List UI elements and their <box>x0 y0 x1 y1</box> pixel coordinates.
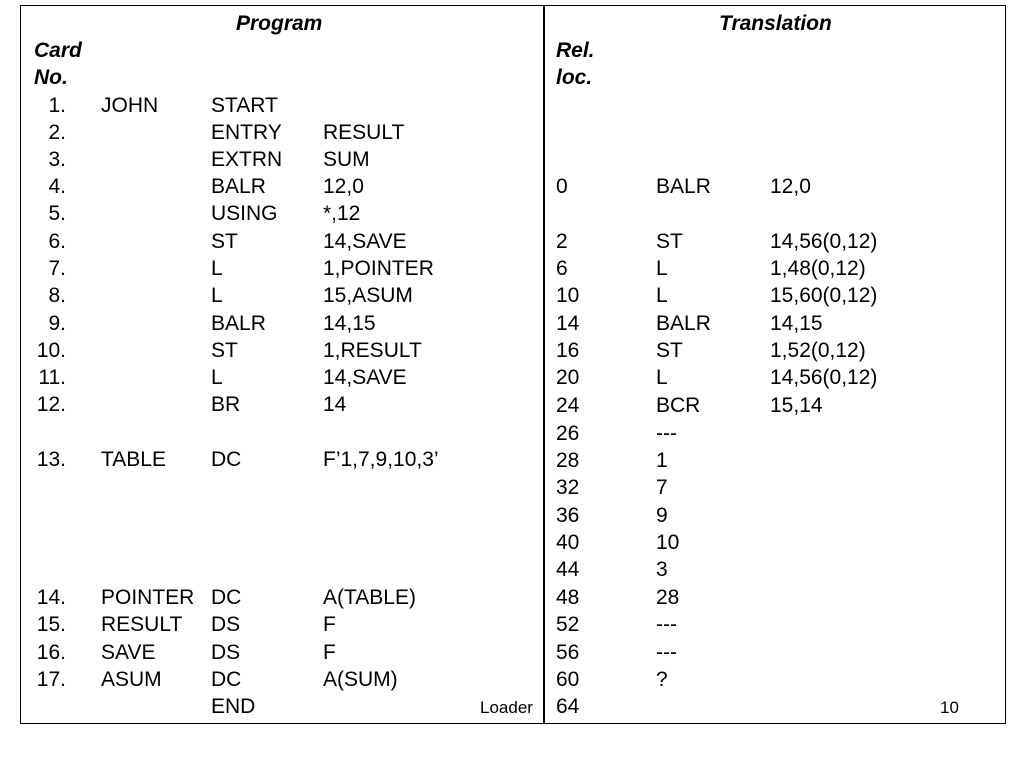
translation-row-17-opcode-field: --- <box>656 641 677 664</box>
program-row-11-opcode-field: L <box>211 366 223 389</box>
program-row-6-operand-field: 14,SAVE <box>323 230 407 253</box>
translation-row-1-opcode-field: BALR <box>656 175 711 198</box>
program-row-12-operand-field: 14 <box>323 393 347 416</box>
program-row-16-opcode-field: DS <box>211 641 241 664</box>
program-row-9-card-number: 9. <box>48 312 66 335</box>
program-row-6-card-number: 6. <box>48 230 66 253</box>
translation-row-12-rel-loc: 36 <box>556 504 580 527</box>
program-row-5-operand-field: *,12 <box>323 202 361 225</box>
loc-label: loc. <box>556 66 593 89</box>
program-heading: Program <box>236 12 323 35</box>
translation-row-6-rel-loc: 16 <box>556 339 580 362</box>
translation-row-11-rel-loc: 32 <box>556 476 580 499</box>
program-row-8-opcode-field: L <box>211 284 223 307</box>
program-row-7-card-number: 7. <box>48 257 66 280</box>
program-row-1-card-number: 1. <box>48 94 66 117</box>
program-row-7-opcode-field: L <box>211 257 223 280</box>
program-row-15-label-field: RESULT <box>101 613 183 636</box>
program-row-1-label-field: JOHN <box>101 94 159 117</box>
translation-row-10-opcode-field: 1 <box>656 449 668 472</box>
translation-row-15-opcode-field: 28 <box>656 586 680 609</box>
translation-row-7-opcode-field: L <box>656 366 668 389</box>
program-row-12-card-number: 12. <box>36 393 66 416</box>
program-row-15-operand-field: F <box>323 613 336 636</box>
translation-row-19-rel-loc: 64 <box>556 695 580 718</box>
card-label: Card <box>34 39 82 62</box>
program-row-18-opcode-field: END <box>211 695 256 718</box>
translation-row-18-opcode-field: ? <box>656 668 668 691</box>
program-row-12-opcode-field: BR <box>211 393 241 416</box>
translation-row-2-operand-field: 14,56(0,12) <box>770 230 878 253</box>
translation-row-6-opcode-field: ST <box>656 339 683 362</box>
rel-label: Rel. <box>556 39 595 62</box>
program-row-9-opcode-field: BALR <box>211 312 266 335</box>
translation-row-3-opcode-field: L <box>656 257 668 280</box>
program-row-6-opcode-field: ST <box>211 230 238 253</box>
program-row-8-operand-field: 15,ASUM <box>323 284 413 307</box>
translation-row-3-rel-loc: 6 <box>556 257 568 280</box>
program-row-4-opcode-field: BALR <box>211 175 266 198</box>
no-label: No. <box>34 66 68 89</box>
program-row-2-operand-field: RESULT <box>323 121 405 144</box>
footer-loader-text: Loader <box>480 698 533 717</box>
program-row-16-card-number: 16. <box>36 641 66 664</box>
translation-row-9-opcode-field: --- <box>656 422 677 445</box>
program-row-15-opcode-field: DS <box>211 613 241 636</box>
translation-row-8-rel-loc: 24 <box>556 394 580 417</box>
translation-row-15-rel-loc: 48 <box>556 586 580 609</box>
page-number: 10 <box>940 698 959 717</box>
program-row-5-opcode-field: USING <box>211 202 278 225</box>
program-row-8-card-number: 8. <box>48 284 66 307</box>
program-row-2-card-number: 2. <box>48 121 66 144</box>
translation-row-13-rel-loc: 40 <box>556 531 580 554</box>
program-row-3-card-number: 3. <box>48 148 66 171</box>
program-row-11-operand-field: 14,SAVE <box>323 366 407 389</box>
program-row-16-label-field: SAVE <box>101 641 156 664</box>
program-row-1-opcode-field: START <box>211 94 278 117</box>
translation-row-7-operand-field: 14,56(0,12) <box>770 366 878 389</box>
program-row-17-operand-field: A(SUM) <box>323 668 398 691</box>
translation-row-6-operand-field: 1,52(0,12) <box>770 339 866 362</box>
translation-row-11-opcode-field: 7 <box>656 476 668 499</box>
program-row-14-operand-field: A(TABLE) <box>323 586 416 609</box>
translation-row-14-rel-loc: 44 <box>556 558 580 581</box>
program-row-13-opcode-field: DC <box>211 448 242 471</box>
program-row-13-card-number: 13. <box>36 448 66 471</box>
translation-row-7-rel-loc: 20 <box>556 366 580 389</box>
program-row-10-card-number: 10. <box>36 339 66 362</box>
translation-row-16-rel-loc: 52 <box>556 613 580 636</box>
translation-row-9-rel-loc: 26 <box>556 422 580 445</box>
program-row-4-operand-field: 12,0 <box>323 175 364 198</box>
translation-row-4-operand-field: 15,60(0,12) <box>770 284 878 307</box>
translation-row-3-operand-field: 1,48(0,12) <box>770 257 866 280</box>
translation-row-5-rel-loc: 14 <box>556 312 580 335</box>
translation-row-12-opcode-field: 9 <box>656 504 668 527</box>
translation-row-10-rel-loc: 28 <box>556 449 580 472</box>
program-row-13-label-field: TABLE <box>101 448 166 471</box>
program-row-14-label-field: POINTER <box>101 586 195 609</box>
translation-row-2-rel-loc: 2 <box>556 230 568 253</box>
program-row-2-opcode-field: ENTRY <box>211 121 282 144</box>
program-row-7-operand-field: 1,POINTER <box>323 257 434 280</box>
translation-row-5-opcode-field: BALR <box>656 312 711 335</box>
translation-row-5-operand-field: 14,15 <box>770 312 823 335</box>
program-row-10-opcode-field: ST <box>211 339 238 362</box>
program-row-14-opcode-field: DC <box>211 586 242 609</box>
translation-row-8-opcode-field: BCR <box>656 394 701 417</box>
program-row-14-card-number: 14. <box>36 586 66 609</box>
program-row-5-card-number: 5. <box>48 202 66 225</box>
program-row-4-card-number: 4. <box>48 175 66 198</box>
translation-row-1-operand-field: 12,0 <box>770 175 811 198</box>
translation-row-1-rel-loc: 0 <box>556 175 568 198</box>
program-row-17-opcode-field: DC <box>211 668 242 691</box>
translation-row-4-opcode-field: L <box>656 284 668 307</box>
program-row-17-card-number: 17. <box>36 668 66 691</box>
program-row-9-operand-field: 14,15 <box>323 312 376 335</box>
program-row-11-card-number: 11. <box>38 366 66 389</box>
translation-row-4-rel-loc: 10 <box>556 284 580 307</box>
translation-heading: Translation <box>719 12 832 35</box>
translation-row-16-opcode-field: --- <box>656 613 677 636</box>
translation-row-13-opcode-field: 10 <box>656 531 680 554</box>
program-row-16-operand-field: F <box>323 641 336 664</box>
program-row-10-operand-field: 1,RESULT <box>323 339 422 362</box>
program-row-3-operand-field: SUM <box>323 148 370 171</box>
translation-row-14-opcode-field: 3 <box>656 558 668 581</box>
translation-row-17-rel-loc: 56 <box>556 641 580 664</box>
translation-row-18-rel-loc: 60 <box>556 668 580 691</box>
program-row-15-card-number: 15. <box>36 613 66 636</box>
column-divider <box>543 5 545 724</box>
translation-row-8-operand-field: 15,14 <box>770 394 823 417</box>
program-row-3-opcode-field: EXTRN <box>211 148 283 171</box>
translation-row-2-opcode-field: ST <box>656 230 683 253</box>
program-row-17-label-field: ASUM <box>101 668 162 691</box>
program-row-13-operand-field: F’1,7,9,10,3’ <box>323 448 439 471</box>
